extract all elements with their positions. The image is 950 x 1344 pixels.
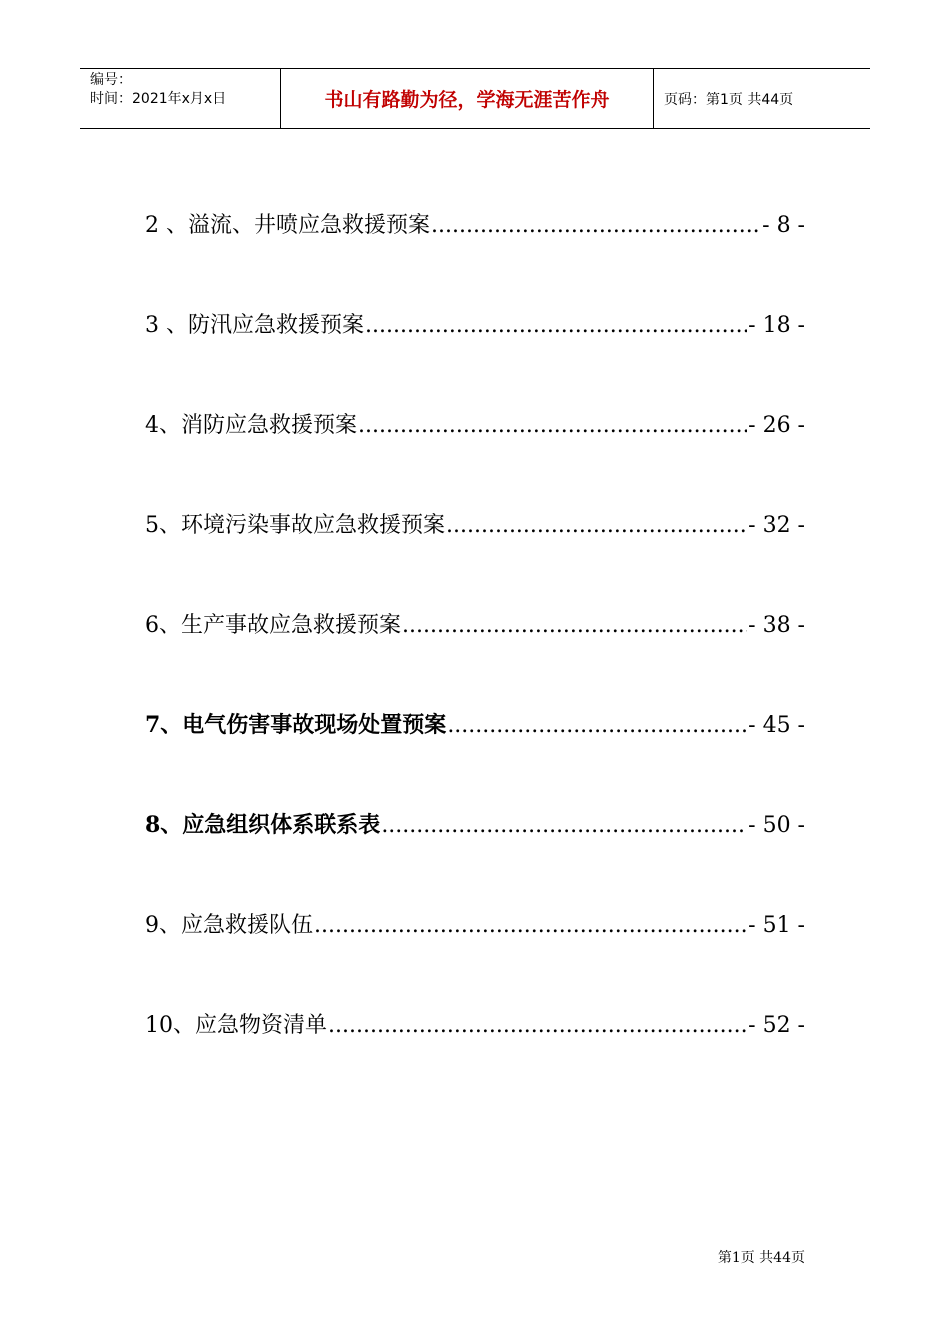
header-meta	[80, 69, 281, 128]
toc-item-page: - 51 -	[748, 913, 805, 938]
toc-leader	[402, 613, 747, 638]
toc-item-page: - 38 -	[748, 613, 805, 638]
toc-item-title: 3 、防汛应急救援预案	[145, 313, 364, 338]
toc-leader	[358, 413, 747, 438]
toc-item[interactable]	[145, 208, 805, 308]
toc-item[interactable]	[145, 408, 805, 508]
header-motto	[281, 69, 654, 128]
toc-item-page: - 52 -	[748, 1013, 805, 1038]
toc-leader	[328, 1013, 747, 1038]
toc-item-page: - 50 -	[748, 813, 805, 838]
toc-leader	[447, 713, 747, 738]
toc-item-title: 5、环境污染事故应急救援预案	[145, 513, 445, 538]
toc-leader	[431, 213, 761, 238]
toc-item-title: 7、电气伤害事故现场处置预案	[145, 712, 447, 738]
toc-item-title: 10、应急物资清单	[145, 1013, 327, 1038]
toc-item[interactable]	[145, 608, 805, 708]
toc-leader	[314, 913, 747, 938]
toc-item-page: - 45 -	[748, 713, 805, 738]
toc-item-title: 9、应急救援队伍	[145, 913, 313, 938]
number-label: 编号：	[90, 72, 132, 88]
toc-item[interactable]	[145, 508, 805, 608]
toc-item-page: - 8 -	[762, 213, 805, 238]
toc-item-page: - 32 -	[748, 513, 805, 538]
date-label: 时间：2021年x月x日	[90, 91, 227, 107]
page-info-text: 页码：第1页 共44页	[664, 91, 794, 108]
toc-leader	[381, 813, 747, 838]
toc-item[interactable]	[145, 808, 805, 908]
toc-item-title: 2 、溢流、井喷应急救援预案	[145, 213, 430, 238]
toc-item[interactable]	[145, 908, 805, 1008]
toc-item-title: 6、生产事故应急救援预案	[145, 613, 401, 638]
motto-text: 书山有路勤为径，学海无涯苦作舟	[324, 89, 610, 111]
toc-item[interactable]	[145, 1008, 805, 1108]
toc-leader	[446, 513, 747, 538]
toc-item[interactable]	[145, 308, 805, 408]
toc-item-page: - 26 -	[748, 413, 805, 438]
page-header	[80, 68, 870, 129]
toc-item-title: 8、应急组织体系联系表	[145, 812, 381, 838]
toc-item-page: - 18 -	[748, 313, 805, 338]
toc-item[interactable]	[145, 708, 805, 808]
table-of-contents	[145, 208, 805, 1108]
header-page-info	[654, 69, 870, 128]
page-footer	[718, 1247, 805, 1267]
footer-page-number: 第1页 共44页	[717, 1250, 805, 1266]
toc-leader	[365, 313, 747, 338]
toc-item-title: 4、消防应急救援预案	[145, 413, 357, 438]
